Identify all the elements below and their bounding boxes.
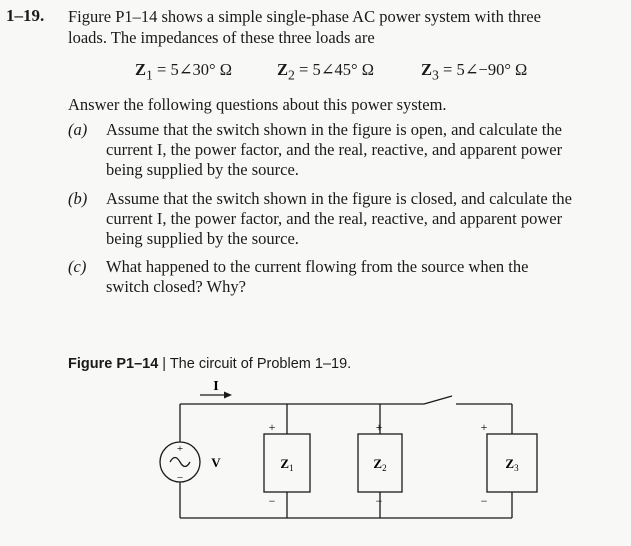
part-a-line: current I, the power factor, and the real, reactive, and apparent power xyxy=(106,140,563,159)
source-minus: − xyxy=(176,472,184,484)
part-b-line: being supplied by the source. xyxy=(106,229,299,248)
source-label: V xyxy=(211,455,221,470)
load-3-minus: − xyxy=(480,494,488,508)
load-1-plus: + xyxy=(268,420,276,434)
load-2-minus: − xyxy=(375,494,383,508)
part-c-line: switch closed? Why? xyxy=(106,277,246,296)
problem-intro-line-2: loads. The impedances of these three loads are xyxy=(68,28,375,47)
part-a-line: Assume that the switch shown in the figure is open, and calculate the xyxy=(106,120,562,139)
impedance-z3: $Z_3$ = 5∠−90° Ω xyxy=(421,60,528,83)
impedance-z2: $Z_2$ = 5∠45° Ω xyxy=(277,60,375,83)
current-arrow-head xyxy=(224,392,232,399)
load-z3-label: $Z_3$ xyxy=(505,456,519,473)
load-3-plus: + xyxy=(480,420,488,434)
problem-intro-line-1: Figure P1–14 shows a simple single-phase AC power system with three xyxy=(68,7,541,26)
ac-source-wave-icon xyxy=(170,458,190,467)
load-z2-label: $Z_2$ xyxy=(373,456,387,473)
current-label: I xyxy=(213,379,219,394)
source-plus: + xyxy=(176,443,184,455)
impedance-z1: $Z_1$ = 5∠30° Ω xyxy=(135,60,233,83)
part-b-line: Assume that the switch shown in the figure is closed, and calculate the xyxy=(106,189,573,208)
problem-number: 1–19. xyxy=(6,6,45,25)
figure-caption: Figure P1–14 | The circuit of Problem 1–19. xyxy=(68,356,352,372)
part-c-line: What happened to the current flowing from the source when the xyxy=(106,257,529,276)
part-c-label: (c) xyxy=(68,257,87,276)
switch-blade xyxy=(424,396,452,404)
load-z1-label: $Z_1$ xyxy=(280,456,294,473)
part-b-line: current I, the power factor, and the real, reactive, and apparent power xyxy=(106,209,563,228)
part-b-label: (b) xyxy=(68,189,88,208)
load-2-plus: + xyxy=(375,420,383,434)
part-a-label: (a) xyxy=(68,120,88,139)
question-text: Answer the following questions about this power system. xyxy=(68,95,447,114)
load-1-minus: − xyxy=(268,494,276,508)
part-a-line: being supplied by the source. xyxy=(106,160,299,179)
